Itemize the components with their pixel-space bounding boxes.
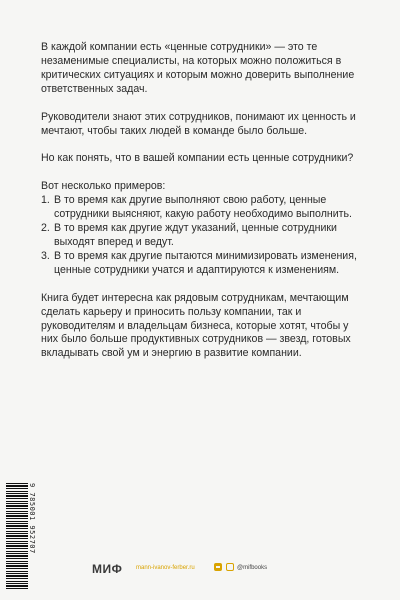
list-text: В то время как другие пытаются минимизировать изменения, ценные сотрудники учатся и адаптируются к изменениям.	[54, 249, 357, 276]
paragraph-intro: В каждой компании есть «ценные сотрудники» — это те незаменимые специалисты, на которых можно положиться в критических ситуациях и которым можно доверить выполнение ответственных задач.	[41, 41, 355, 95]
list-number: 1.	[41, 194, 50, 207]
list-number: 2.	[41, 222, 50, 235]
examples-list	[41, 194, 361, 277]
paragraph-audience: Книга будет интересна как рядовым сотрудникам, мечтающим сделать карьеру и приносить пользу компании, так и руководителям и владельцам бизнеса, которые хотят, чтобы у них было больше продуктивных сотрудников — звезд, готовых вкладывать свой ум и энергию в развитие компании.	[41, 291, 351, 360]
paragraph-question: Но как понять, что в вашей компании есть ценные сотрудники?	[41, 152, 354, 165]
list-number: 3.	[41, 249, 50, 262]
paragraph-examples-heading: Вот несколько примеров:	[41, 180, 166, 193]
barcode-bars	[6, 483, 28, 589]
list-text: В то время как другие выполняют свою работу, ценные сотрудники выясняют, какую работу необходимо выполнить.	[54, 194, 352, 221]
barcode	[6, 483, 34, 589]
description-text	[41, 41, 361, 361]
publisher-website	[136, 565, 195, 571]
publisher-logo: МИФ	[92, 562, 123, 576]
list-item	[41, 222, 361, 250]
instagram-icon	[226, 563, 234, 571]
paragraph-managers: Руководители знают этих сотрудников, понимают их ценность и мечтают, чтобы таких людей в команде было больше.	[41, 110, 356, 137]
website-name: mann-ivanov-ferber	[136, 565, 188, 571]
list-item	[41, 250, 361, 278]
list-text: В то время как другие ждут указаний, ценные сотрудники выходят вперед и ведут.	[54, 222, 337, 248]
barcode-digits: 9 785001 952707	[28, 483, 36, 554]
social-handle: @mifbooks	[237, 565, 268, 571]
website-domain: .ru	[187, 565, 195, 571]
vk-icon	[214, 563, 222, 571]
list-item	[41, 194, 361, 222]
